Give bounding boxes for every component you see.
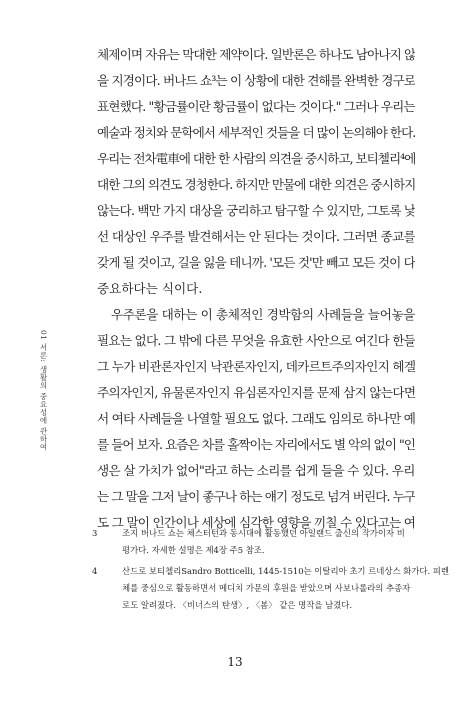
running-head: 01 서론: 생활의 중요성에 관하여: [39, 330, 48, 452]
body-line: 우리는 전차電車에 대한 한 사람의 의견을 중시하고, 보티첼리⁴에: [97, 151, 415, 166]
body-line: 체제이며 자유는 막대한 제약이다. 일반론은 하나도 남아나지 않: [97, 47, 415, 62]
body-line: 를 들어 보자. 요즘은 차를 홀짝이는 자리에서도 별 악의 없이 "인: [97, 437, 415, 452]
body-line: 표현했다. "황금률이란 황금률이 없다는 것이다." 그러나 우리는: [97, 99, 415, 114]
footnote-3: [92, 525, 417, 559]
body-line: 서 여타 사례들을 나열할 필요도 없다. 그래도 임의로 하나만 예: [97, 411, 415, 426]
body-line: 중요하다는 식이다.: [97, 281, 203, 296]
body-line: 생은 살 가치가 없어"라고 하는 소리를 쉽게 들을 수 있다. 우리: [97, 463, 415, 478]
body-line: 그 누가 비관론자인지 낙관론자인지, 데카르트주의자인지 헤겔: [97, 359, 415, 374]
footnote-4: [92, 563, 449, 614]
body-line: 대한 그의 의견도 경청한다. 하지만 만물에 대한 의견은 중시하지: [97, 177, 415, 192]
footnote-line: 조지 버나드 쇼는 체스터턴과 동시대에 활동했던 아일랜드 출신의 작가이자 비: [122, 528, 405, 538]
body-line: 갖게 될 것이고, 길을 잃을 테니까. '모든 것'만 빼고 모든 것이 다: [97, 255, 415, 270]
footnote-line: 체를 중심으로 활동하면서 메디치 가문의 후원을 받았으며 사보나롤라의 추종자: [122, 583, 411, 593]
body-line: 않는다. 백만 가지 대상을 궁리하고 탐구할 수 있지만, 그토록 낯: [97, 203, 415, 218]
footnote-line: 로도 알려졌다. 〈비너스의 탄생〉, 〈봄〉 같은 명작을 남겼다.: [122, 600, 353, 610]
body-line: 도 그 말이 인간이나 세상에 심각한 영향을 끼칠 수 있다고는 여: [97, 515, 415, 530]
footnote-number: 3: [92, 528, 98, 538]
body-line: 선 대상인 우주를 발견해서는 안 된다는 것이다. 그러면 종교를: [97, 229, 415, 244]
body-line: 필요는 없다. 그 밖에 다른 무엇을 유효한 사안으로 여긴다 한들: [97, 333, 415, 348]
footnote-line: 산드로 보티첼리Sandro Botticelli, 1445-1510는 이탈리아 초기 르네상스 화가다. 피렌: [122, 566, 449, 576]
page-number: 13: [227, 655, 243, 669]
footnote-number: 4: [92, 566, 98, 576]
footnote-line: 평가다. 자세한 설명은 제4장 주5 참조.: [122, 545, 265, 555]
footnotes: [92, 525, 449, 614]
body-line: 을 지경이다. 버나드 쇼³는 이 상황에 대한 견해를 완벽한 경구로: [97, 73, 415, 88]
body-line: 우주론을 대하는 이 총체적인 경박함의 사례들을 늘어놓을: [111, 307, 415, 322]
body-line: 예술과 정치와 문학에서 세부적인 것들을 더 많이 논의해야 한다.: [97, 125, 415, 140]
body-text: [97, 42, 415, 536]
body-line: 는 그 말을 그저 날이 좋구나 하는 얘기 정도로 넘겨 버린다. 누구: [97, 489, 415, 504]
body-line: 주의자인지, 유물론자인지 유심론자인지를 문제 삼지 않는다면: [97, 385, 415, 400]
